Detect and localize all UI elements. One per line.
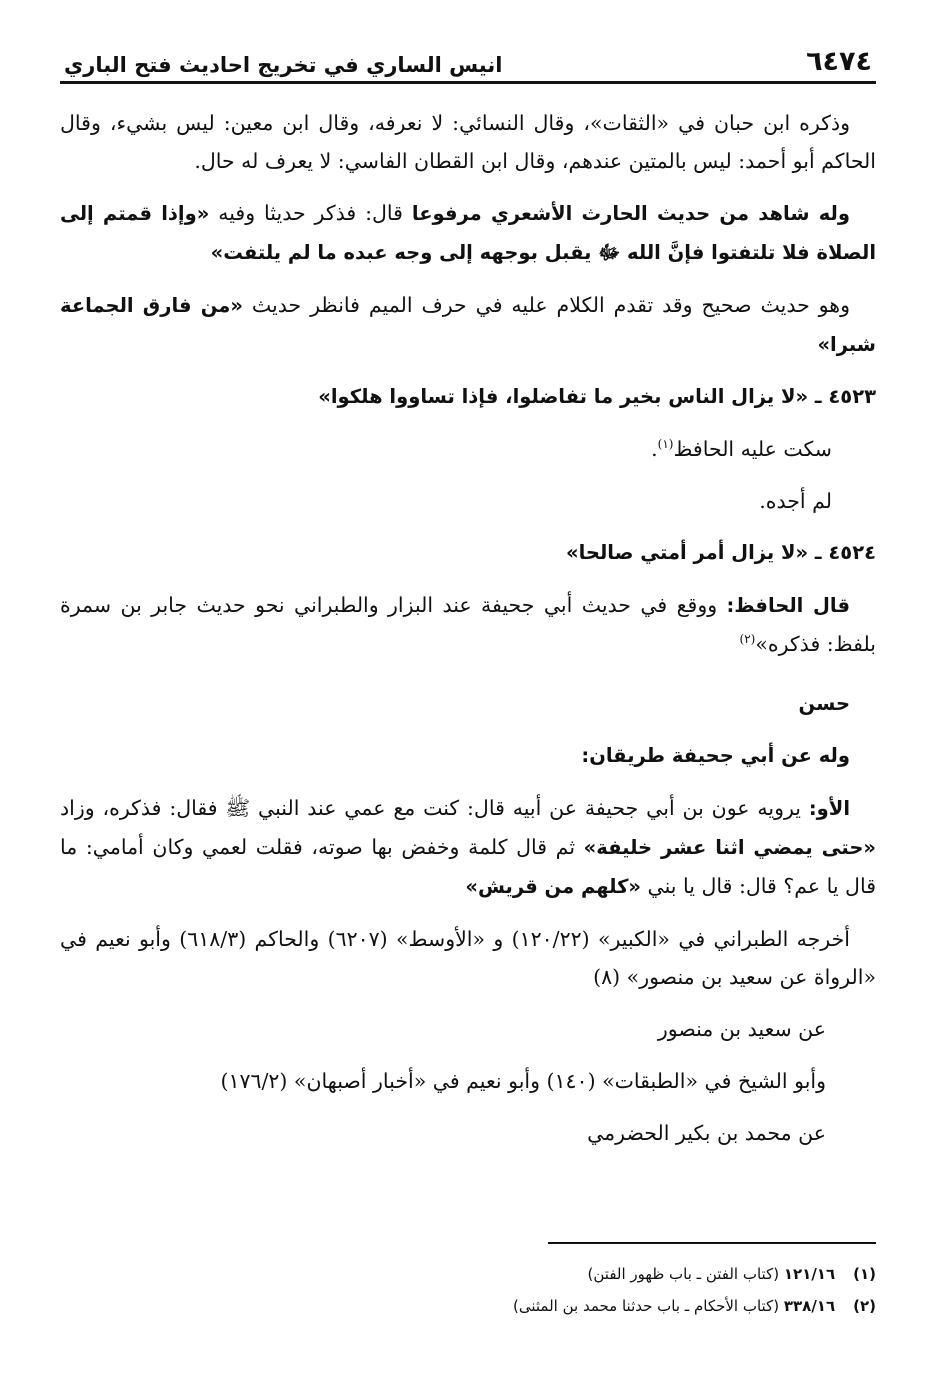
first-path-text-2: ثم قال كلمة وخفض بها صوته، فقلت لعمي وكان أمامي: ما قال يا عم؟ قال: قال يا بني: [60, 835, 876, 898]
first-path-label: الأو:: [808, 797, 850, 820]
hafiz-silent-text: سكت عليه الحافظ: [673, 437, 832, 461]
paths-title: وله عن أبي جحيفة طريقان:: [581, 744, 850, 767]
paragraph-authenticity: [60, 286, 876, 364]
chain-1: عن سعيد بن منصور: [657, 1017, 826, 1041]
paragraph-not-found: لم أجده.: [759, 489, 832, 513]
hafiz-said-label: قال الحافظ:: [726, 594, 850, 617]
paragraph-first-path: [60, 789, 876, 906]
paragraph-witness: [60, 194, 876, 272]
footnote-2: [60, 1290, 876, 1322]
footnotes: [60, 1258, 876, 1322]
hadith-entry-4523: ٤٥٢٣ ـ «لا يزال الناس بخير ما تفاضلوا، فإذا تساووا هلكوا»: [318, 385, 876, 408]
first-path-quote-1: «حتى يمضي اثنا عشر خليفة»: [583, 836, 876, 859]
first-path-quote-2: «كلهم من قريش»: [465, 875, 642, 898]
footnote-1: [60, 1258, 876, 1290]
authenticity-quote: «من فارق الجماعة شبرا»: [60, 294, 876, 356]
footnote-1-ref: ١٢١/١٦: [783, 1265, 836, 1283]
paragraph-hafiz-silent: [60, 430, 876, 468]
footnote-2-text: (كتاب الأحكام ـ باب حدثنا محمد بن المثنى): [513, 1297, 780, 1315]
hadith-entry-4524: ٤٥٢٤ ـ «لا يزال أمر أمتي صالحا»: [566, 541, 876, 564]
paragraph-takhrij-2: وأبو الشيخ في «الطبقات» (١٤٠) وأبو نعيم في «أخبار أصبهان» (١٧٦/٢): [220, 1069, 826, 1093]
first-path-text-1: يرويه عون بن أبي جحيفة عن أبيه قال: كنت مع عمي عند النبي ﷺ فقال: فذكره، وزاد: [60, 796, 809, 820]
witness-mid: قال: فذكر حديثا وفيه: [209, 201, 412, 225]
footnote-2-number: (٢): [853, 1297, 876, 1315]
paragraph-hafiz-said: [60, 586, 876, 663]
footnote-ref-2[interactable]: (٢): [739, 632, 756, 647]
footnote-1-number: (١): [853, 1265, 876, 1283]
hafiz-said-text: ووقع في حديث أبي جحيفة عند البزار والطبراني نحو حديث جابر بن سمرة بلفظ: فذكره»: [60, 593, 876, 656]
footnote-1-text: (كتاب الفتن ـ باب ظهور الفتن): [587, 1265, 780, 1283]
authenticity-text: وهو حديث صحيح وقد تقدم الكلام عليه في حرف الميم فانظر حديث: [242, 293, 850, 317]
running-title: انيس الساري في تخريج احاديث فتح الباري: [64, 53, 503, 77]
paragraph-takhrij: أخرجه الطبراني في «الكبير» (١٢٠/٢٢) و «الأوسط» (٦٢٠٧) والحاكم (٦١٨/٣) وأبو نعيم في «الرواة عن سعيد بن منصور» (٨): [60, 927, 876, 989]
page-header: [60, 40, 876, 84]
witness-intro: وله شاهد من حديث الحارث الأشعري مرفوعا: [411, 202, 851, 225]
footnote-ref-1[interactable]: (١): [657, 437, 674, 452]
page-number: ٦٤٧٤: [806, 46, 872, 77]
footnote-2-ref: ٣٣٨/١٦: [783, 1297, 836, 1315]
footnote-divider: [548, 1242, 876, 1244]
page: [60, 40, 876, 1383]
witness-quote: «وإذا قمتم إلى الصلاة فلا تلتفتوا فإنَّ الله ﷻ يقبل بوجهه إلى وجه عبده ما لم يلتفت»: [60, 202, 876, 264]
grade: حسن: [798, 692, 850, 715]
chain-2: عن محمد بن بكير الحضرمي: [587, 1121, 826, 1145]
paragraph-narrators: وذكره ابن حبان في «الثقات»، وقال النسائي: لا نعرفه، وقال ابن معين: ليس بشيء، وقال الحاكم أبو أحمد: ليس بالمتين عندهم، وقال ابن القطان الفاسي: لا يعرف له حال.: [60, 111, 876, 173]
hafiz-silent-end: .: [651, 437, 658, 461]
page-body: [60, 104, 876, 1166]
